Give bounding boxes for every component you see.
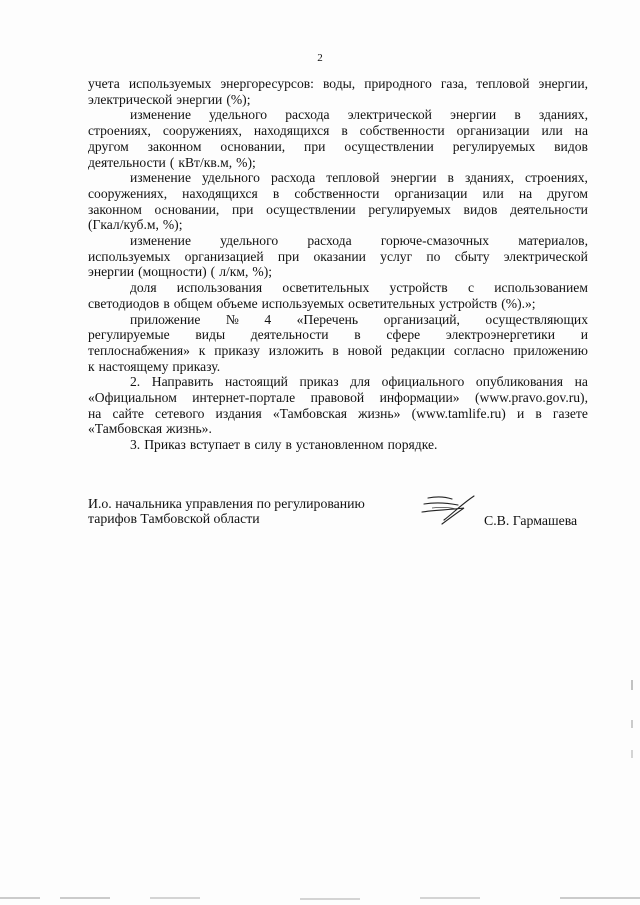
word: изменение bbox=[130, 170, 191, 186]
word: электрической bbox=[347, 107, 432, 123]
word: услуг bbox=[380, 248, 413, 264]
paragraph-line bbox=[88, 296, 588, 312]
word: в bbox=[341, 123, 348, 139]
word: в bbox=[535, 405, 542, 421]
word: на bbox=[574, 374, 588, 390]
word: удельного bbox=[209, 107, 268, 123]
word: (Гкал/куб.м, bbox=[88, 217, 159, 233]
word: настоящему bbox=[98, 358, 169, 374]
word: %); bbox=[236, 154, 256, 170]
word: по bbox=[426, 248, 441, 264]
word: оказании bbox=[313, 248, 366, 264]
word: воды, bbox=[322, 76, 356, 91]
paragraph-line bbox=[88, 312, 588, 328]
word: используемых bbox=[261, 295, 345, 311]
word: законном bbox=[88, 201, 142, 217]
word: тепловой bbox=[476, 76, 530, 91]
paragraph-line bbox=[88, 406, 588, 422]
word: изменение bbox=[130, 233, 191, 249]
word: сфере bbox=[386, 327, 421, 343]
paragraph-line bbox=[88, 249, 588, 265]
paragraph-line bbox=[88, 421, 588, 437]
word: Направить bbox=[151, 374, 214, 390]
word: другом bbox=[88, 138, 129, 154]
paragraph-line bbox=[88, 186, 588, 202]
word: жизнь» bbox=[358, 405, 401, 421]
word: деятельности bbox=[88, 154, 166, 170]
word: сетевого bbox=[155, 405, 205, 421]
word: энергии, bbox=[538, 76, 588, 91]
word: «Тамбовская bbox=[272, 405, 347, 421]
scan-edge-marks-right bbox=[628, 680, 636, 760]
word: л/км, bbox=[219, 264, 249, 280]
word: информации» bbox=[379, 390, 460, 406]
word: энергии bbox=[450, 107, 497, 123]
word: деятельности bbox=[250, 327, 329, 343]
paragraph-line bbox=[88, 123, 588, 139]
word: энергии bbox=[176, 91, 223, 107]
word: в bbox=[163, 295, 170, 311]
word: используемых bbox=[88, 248, 171, 264]
word: удельного bbox=[220, 233, 279, 249]
word: сооружениях, bbox=[88, 185, 168, 201]
word: видов bbox=[463, 201, 498, 217]
word: в bbox=[447, 170, 454, 186]
word: при bbox=[304, 138, 326, 154]
word: осуществлении bbox=[344, 138, 434, 154]
word: в bbox=[244, 437, 251, 453]
paragraph-line bbox=[88, 280, 588, 296]
word: в bbox=[272, 185, 280, 201]
word: 2. bbox=[130, 374, 141, 390]
word: на bbox=[88, 405, 102, 421]
word: газете bbox=[552, 405, 588, 421]
word: строениях, bbox=[525, 170, 588, 186]
word: приказу. bbox=[172, 358, 221, 374]
paragraph-line bbox=[88, 155, 588, 171]
word: (%).»; bbox=[501, 295, 536, 311]
word: %); bbox=[162, 217, 183, 233]
word: электрической bbox=[88, 91, 173, 107]
word: Приказ bbox=[144, 437, 186, 453]
word: устройств bbox=[389, 280, 448, 296]
word: объеме bbox=[216, 295, 258, 311]
word: и bbox=[580, 327, 588, 343]
word: зданиях, bbox=[464, 170, 515, 186]
word: строениях, bbox=[88, 123, 151, 139]
word: или bbox=[482, 185, 504, 201]
paragraph-line bbox=[88, 76, 588, 92]
word: регулируемых bbox=[452, 138, 536, 154]
paragraph-line bbox=[88, 92, 588, 108]
word: вступает bbox=[189, 437, 241, 453]
word: энергии bbox=[390, 170, 437, 186]
word: № bbox=[225, 311, 239, 327]
word: изложить bbox=[268, 342, 324, 358]
word: другом bbox=[547, 185, 588, 201]
word: расхода bbox=[270, 170, 316, 186]
word: осуществлении bbox=[266, 201, 356, 217]
word: в bbox=[332, 342, 339, 358]
word: (www.pravo.gov.ru), bbox=[474, 390, 588, 406]
word: «Тамбовская bbox=[88, 421, 163, 437]
word: материалов, bbox=[518, 233, 588, 249]
word: издания bbox=[215, 405, 262, 421]
word: (мощности) bbox=[138, 264, 207, 280]
word: электроэнергетики bbox=[445, 327, 556, 343]
word: 4 bbox=[264, 311, 272, 327]
word: расхода bbox=[307, 233, 352, 249]
word: новой bbox=[347, 342, 383, 358]
word: силу bbox=[254, 437, 282, 453]
paragraph-line bbox=[88, 170, 588, 186]
word: энергоресурсов: bbox=[220, 76, 314, 91]
word: теплоснабжения» bbox=[88, 342, 190, 358]
word: «Официальном bbox=[88, 390, 177, 406]
word: регулируемых bbox=[368, 201, 451, 217]
word: ( bbox=[169, 154, 175, 170]
word: официального bbox=[381, 374, 465, 390]
word: согласно bbox=[453, 342, 505, 358]
signatory-position-line-2: тарифов Тамбовской области bbox=[88, 511, 260, 526]
word: основании, bbox=[220, 138, 286, 154]
word: горюче-смазочных bbox=[380, 233, 490, 249]
word: с bbox=[467, 280, 474, 296]
word: приложение bbox=[130, 311, 201, 327]
signatory-name: С.В. Гармашева bbox=[484, 513, 578, 528]
word: при bbox=[277, 248, 300, 264]
word: деятельности bbox=[510, 201, 588, 217]
word: осветительных bbox=[348, 295, 436, 311]
word: приказ bbox=[299, 374, 339, 390]
handwritten-signature bbox=[418, 490, 482, 530]
word: видов bbox=[554, 138, 588, 154]
signatory-position-line-1: И.о. начальника управления по регулированию bbox=[88, 496, 365, 511]
word: кВт/кв.м, bbox=[178, 154, 233, 170]
signatory-position bbox=[88, 496, 408, 526]
word: электрической bbox=[503, 248, 588, 264]
word: (%); bbox=[226, 91, 251, 107]
word: %); bbox=[252, 264, 273, 280]
word: тепловой bbox=[326, 170, 380, 186]
word: для bbox=[350, 374, 371, 390]
word: основании, bbox=[154, 201, 220, 217]
paragraph-line bbox=[88, 107, 588, 123]
word: приложению bbox=[513, 342, 588, 358]
paragraph-line bbox=[88, 437, 588, 453]
word: при bbox=[232, 201, 254, 217]
word: законном bbox=[147, 138, 202, 154]
word: настоящий bbox=[224, 374, 288, 390]
word: редакции bbox=[390, 342, 446, 358]
word: порядке. bbox=[387, 437, 438, 453]
paragraph-line bbox=[88, 327, 588, 343]
word: собственности bbox=[359, 123, 445, 139]
word: в bbox=[514, 107, 521, 123]
page-number: 2 bbox=[317, 52, 323, 64]
word: организации bbox=[394, 185, 468, 201]
word: осветительных bbox=[282, 280, 370, 296]
word: виды bbox=[195, 327, 226, 343]
word: доля bbox=[130, 280, 157, 296]
word: использования bbox=[176, 280, 263, 296]
word: энергии bbox=[88, 264, 135, 280]
word: приказу bbox=[214, 342, 260, 358]
word: (www.tamlife.ru) bbox=[411, 405, 506, 421]
word: находящихся bbox=[182, 185, 258, 201]
word: жизнь». bbox=[166, 421, 212, 437]
paragraph-line bbox=[88, 343, 588, 359]
word: светодиодов bbox=[88, 295, 160, 311]
word: устройств bbox=[439, 295, 498, 311]
word: общем bbox=[173, 295, 213, 311]
word: учета bbox=[88, 76, 120, 91]
paragraph-line bbox=[88, 202, 588, 218]
word: к bbox=[88, 358, 95, 374]
paragraph-line bbox=[88, 374, 588, 390]
word: 3. bbox=[130, 437, 141, 453]
word: установленном bbox=[295, 437, 384, 453]
word: в bbox=[354, 327, 361, 343]
word: опубликования bbox=[475, 374, 564, 390]
scan-edge-marks-bottom bbox=[0, 893, 640, 903]
word: сооружениях, bbox=[162, 123, 242, 139]
paragraph-line bbox=[88, 217, 588, 233]
word: изменение bbox=[130, 107, 191, 123]
word: правовой bbox=[310, 390, 365, 406]
word: газа, bbox=[440, 76, 468, 91]
paragraph-line bbox=[88, 233, 588, 249]
word: интернет-портале bbox=[192, 390, 296, 406]
paragraph-line bbox=[88, 264, 588, 280]
word: находящихся bbox=[253, 123, 330, 139]
paragraph-line bbox=[88, 359, 588, 375]
word: удельного bbox=[201, 170, 260, 186]
word: или bbox=[541, 123, 563, 139]
word: осуществляющих bbox=[485, 311, 588, 327]
paragraph-line bbox=[88, 390, 588, 406]
word: организации bbox=[456, 123, 530, 139]
word: используемых bbox=[128, 76, 212, 91]
word: организацией bbox=[184, 248, 264, 264]
word: в bbox=[285, 437, 292, 453]
document-body bbox=[88, 76, 588, 453]
paragraph-line bbox=[88, 139, 588, 155]
word: «Перечень bbox=[296, 311, 359, 327]
word: ( bbox=[210, 264, 216, 280]
word: на bbox=[574, 123, 588, 139]
word: регулируемые bbox=[88, 327, 170, 343]
word: сайте bbox=[112, 405, 144, 421]
word: расхода bbox=[285, 107, 330, 123]
word: собственности bbox=[294, 185, 380, 201]
word: и bbox=[516, 405, 525, 421]
word: к bbox=[198, 342, 206, 358]
word: организаций, bbox=[383, 311, 460, 327]
word: на bbox=[518, 185, 533, 201]
word: использованием bbox=[494, 280, 588, 296]
word: зданиях, bbox=[538, 107, 588, 123]
word: сбыту bbox=[454, 248, 490, 264]
word: природного bbox=[364, 76, 432, 91]
